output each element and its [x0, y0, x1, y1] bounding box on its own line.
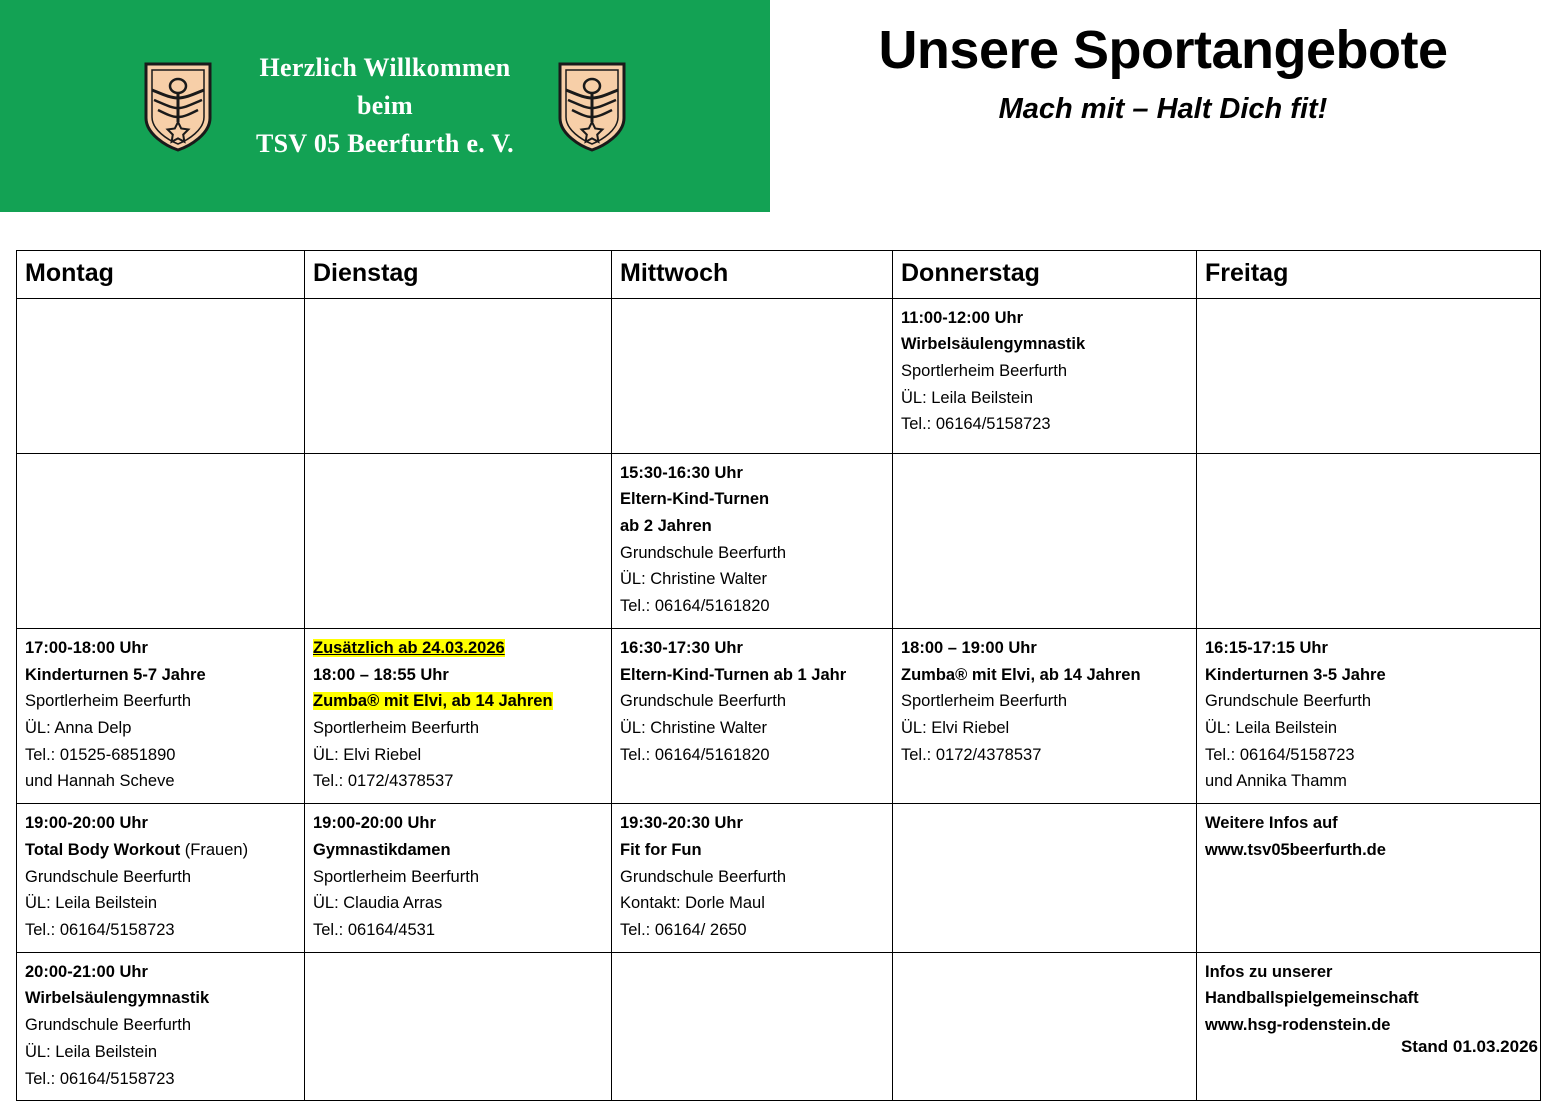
- info-line-1: Weitere Infos auf: [1205, 814, 1338, 833]
- cell-freitag-r1: [1197, 298, 1541, 453]
- table-row: [17, 804, 1541, 953]
- course-location: Grundschule Beerfurth: [620, 543, 787, 562]
- course-leader: ÜL: Christine Walter: [620, 718, 768, 737]
- cell-donnerstag-r2: [893, 453, 1197, 628]
- course-phone: Tel.: 06164/5158723: [25, 921, 175, 939]
- course-leader: ÜL: Leila Beilstein: [1205, 718, 1338, 737]
- course-phone: Tel.: 06164/5158723: [25, 1069, 175, 1088]
- column-header-freitag: Freitag: [1197, 251, 1541, 299]
- page-header: [0, 0, 1556, 220]
- course-name-suffix: (Frauen): [180, 840, 249, 859]
- cell-montag-r1: [17, 298, 305, 453]
- page-title: Unsere Sportangebote: [878, 20, 1448, 80]
- course-time: 19:30-20:30 Uhr: [620, 814, 743, 833]
- cell-montag-r4: [17, 804, 305, 953]
- course-phone: Tel.: 06164/5158723: [901, 415, 1051, 434]
- course-leader: ÜL: Leila Beilstein: [901, 388, 1034, 407]
- welcome-line-3: TSV 05 Beerfurth e. V.: [256, 128, 514, 158]
- cell-mittwoch-r1: [612, 298, 893, 453]
- cell-mittwoch-r5: [612, 952, 893, 1101]
- cell-donnerstag-r5: [893, 952, 1197, 1101]
- cell-montag-r5: [17, 952, 305, 1101]
- info-line-1: Infos zu unserer: [1205, 962, 1333, 981]
- course-leader-2: und Annika Thamm: [1205, 772, 1347, 791]
- column-header-montag: Montag: [17, 251, 305, 299]
- course-phone: Tel.: 06164/5161820: [620, 597, 770, 616]
- course-name-wrap: [25, 837, 296, 864]
- course-phone: Tel.: 06164/4531: [313, 921, 436, 939]
- cell-mittwoch-r3: [612, 628, 893, 803]
- course-location: Sportlerheim Beerfurth: [313, 867, 479, 886]
- document-date: Stand 01.03.2026: [1400, 1037, 1538, 1056]
- info-hsg-url: www.hsg-rodenstein.de: [1205, 1016, 1391, 1035]
- course-name: Gymnastikdamen: [313, 840, 451, 859]
- welcome-line-2: beim: [356, 91, 414, 121]
- column-header-dienstag: Dienstag: [305, 251, 612, 299]
- course-leader: ÜL: Elvi Riebel: [901, 718, 1010, 737]
- course-leader-2: und Hannah Scheve: [25, 772, 175, 791]
- course-name: Fit for Fun: [620, 840, 702, 859]
- course-time: 16:15-17:15 Uhr: [1205, 638, 1328, 657]
- course-time: 11:00-12:00 Uhr: [901, 308, 1023, 327]
- course-leader: ÜL: Elvi Riebel: [313, 745, 422, 764]
- course-leader: ÜL: Claudia Arras: [313, 894, 443, 913]
- club-crest-right-icon: [554, 60, 630, 152]
- course-name: Eltern-Kind-Turnen: [620, 490, 770, 509]
- cell-dienstag-r3: [305, 628, 612, 803]
- course-name: Wirbelsäulengymnastik: [25, 989, 210, 1008]
- course-leader: ÜL: Anna Delp: [25, 718, 132, 737]
- course-location: Grundschule Beerfurth: [25, 867, 192, 886]
- course-leader: ÜL: Leila Beilstein: [25, 894, 158, 913]
- table-row: [17, 628, 1541, 803]
- course-phone: Tel.: 0172/4378537: [901, 745, 1042, 764]
- course-name: Zumba® mit Elvi, ab 14 Jahren: [313, 692, 553, 711]
- course-contact: Kontakt: Dorle Maul: [620, 894, 765, 913]
- welcome-text: [256, 49, 514, 162]
- course-note: [313, 635, 603, 662]
- course-name: Zumba® mit Elvi, ab 14 Jahren: [901, 665, 1141, 684]
- course-leader: ÜL: Christine Walter: [620, 570, 768, 589]
- course-name: Kinderturnen 5-7 Jahre: [25, 665, 206, 684]
- club-crest-left-icon: [140, 60, 216, 152]
- course-phone: Tel.: 01525-6851890: [25, 745, 176, 764]
- page-subtitle: Mach mit – Halt Dich fit!: [998, 92, 1328, 125]
- course-phone: Tel.: 0172/4378537: [313, 772, 454, 791]
- cell-dienstag-r2: [305, 453, 612, 628]
- cell-montag-r3: [17, 628, 305, 803]
- cell-dienstag-r4: [305, 804, 612, 953]
- column-header-mittwoch: Mittwoch: [612, 251, 893, 299]
- cell-freitag-r3: [1197, 628, 1541, 803]
- course-name-wrap: [313, 688, 603, 715]
- cell-dienstag-r5: [305, 952, 612, 1101]
- cell-mittwoch-r4: [612, 804, 893, 953]
- table-row: [17, 952, 1541, 1101]
- course-location: Sportlerheim Beerfurth: [901, 361, 1067, 380]
- welcome-line-1: Herzlich Willkommen: [259, 53, 511, 83]
- cell-freitag-r2: [1197, 453, 1541, 628]
- course-location: Grundschule Beerfurth: [620, 867, 787, 886]
- info-hsg: [1197, 952, 1541, 1101]
- welcome-banner: [0, 0, 770, 212]
- schedule-table: [16, 250, 1541, 1101]
- cell-mittwoch-r2: [612, 453, 893, 628]
- course-time: 17:00-18:00 Uhr: [25, 638, 148, 657]
- title-block: [770, 0, 1556, 126]
- course-time: 20:00-21:00 Uhr: [25, 962, 148, 981]
- course-note-text: Zusätzlich ab 24.03.2026: [313, 638, 505, 657]
- column-header-donnerstag: Donnerstag: [893, 251, 1197, 299]
- course-phone: Tel.: 06164/5158723: [1205, 745, 1355, 764]
- course-name: Kinderturnen 3-5 Jahre: [1205, 665, 1386, 684]
- course-phone: Tel.: 06164/ 2650: [620, 921, 747, 939]
- info-line-2: Handballspielgemeinschaft: [1205, 989, 1419, 1008]
- course-time: 18:00 – 18:55 Uhr: [313, 665, 449, 684]
- cell-donnerstag-r4: [893, 804, 1197, 953]
- course-time: 19:00-20:00 Uhr: [25, 814, 148, 833]
- cell-montag-r2: [17, 453, 305, 628]
- course-age: ab 2 Jahren: [620, 516, 712, 535]
- course-location: Grundschule Beerfurth: [1205, 692, 1372, 711]
- info-website-url: www.tsv05beerfurth.de: [1205, 840, 1386, 859]
- cell-donnerstag-r3: [893, 628, 1197, 803]
- course-location: Sportlerheim Beerfurth: [901, 692, 1067, 711]
- course-time: 18:00 – 19:00 Uhr: [901, 638, 1037, 657]
- cell-donnerstag-r1: [893, 298, 1197, 453]
- course-name: Eltern-Kind-Turnen ab 1 Jahr: [620, 665, 847, 684]
- course-location: Sportlerheim Beerfurth: [25, 692, 191, 711]
- course-location: Sportlerheim Beerfurth: [313, 718, 479, 737]
- course-phone: Tel.: 06164/5161820: [620, 745, 770, 764]
- course-leader: ÜL: Leila Beilstein: [25, 1042, 158, 1061]
- course-name: Total Body Workout: [25, 840, 181, 859]
- table-row: [17, 453, 1541, 628]
- course-location: Grundschule Beerfurth: [25, 1016, 192, 1035]
- info-website-tsv: [1197, 804, 1541, 953]
- course-time: 19:00-20:00 Uhr: [313, 814, 436, 833]
- course-location: Grundschule Beerfurth: [620, 692, 787, 711]
- course-time: 15:30-16:30 Uhr: [620, 463, 743, 482]
- course-time: 16:30-17:30 Uhr: [620, 638, 743, 657]
- course-name: Wirbelsäulengymnastik: [901, 335, 1086, 354]
- table-row: [17, 298, 1541, 453]
- cell-dienstag-r1: [305, 298, 612, 453]
- table-header-row: [17, 251, 1541, 299]
